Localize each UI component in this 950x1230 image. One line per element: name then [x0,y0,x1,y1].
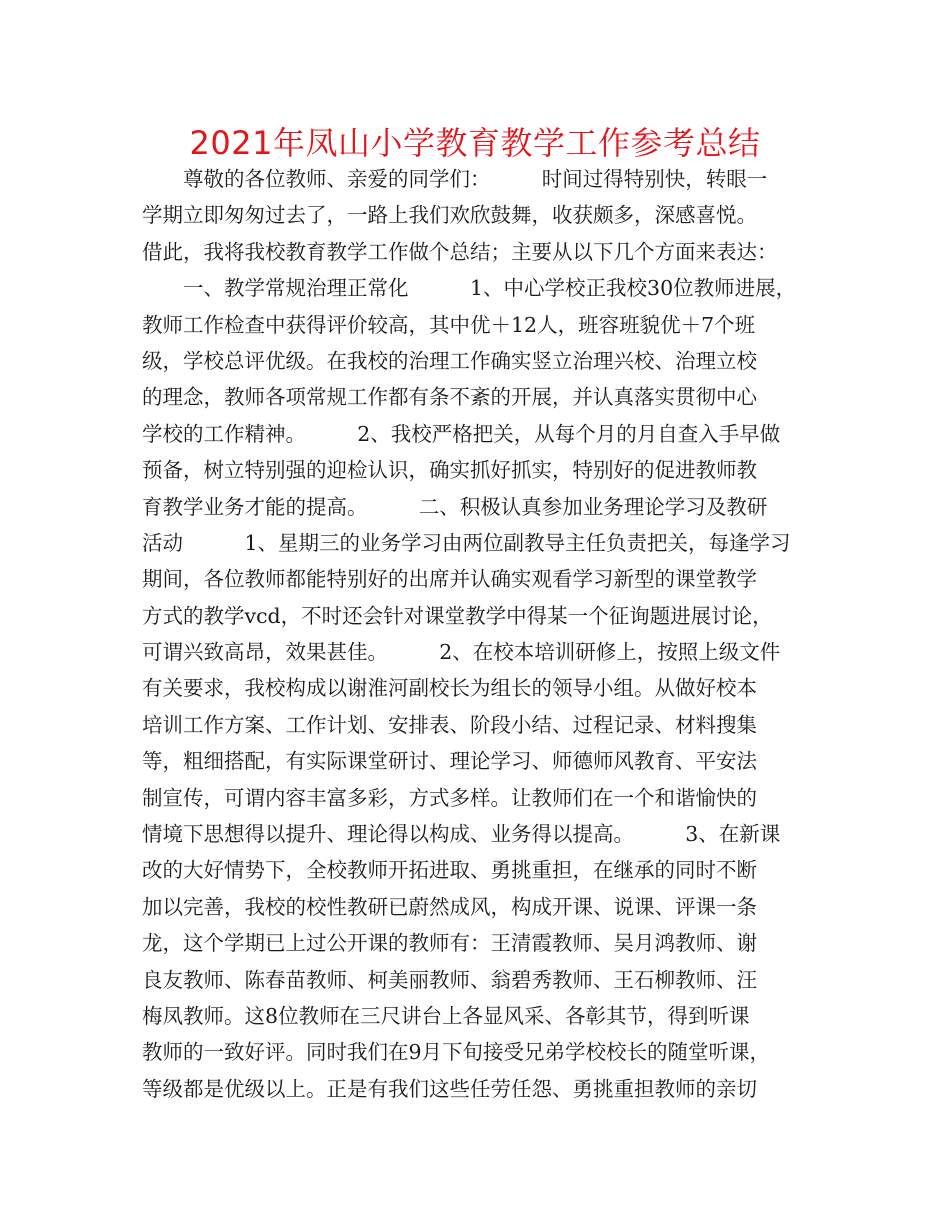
body-text-line: 一、教学常规治理正常化 1、中心学校正我校30位教师进展， [142,276,797,301]
body-text-line: 学校的工作精神。 2、我校严格把关，从每个月的月自查入手早做 [142,421,781,446]
body-text-line: 龙，这个学期已上过公开课的教师有：王清霞教师、吴月鸿教师、谢 [142,931,757,956]
body-text-line: 情境下思想得以提升、理论得以构成、业务得以提高。 3、在新课 [142,822,781,847]
body-text-line: 良友教师、陈春苗教师、柯美丽教师、翁碧秀教师、王石柳教师、汪 [142,967,757,992]
body-text-line: 有关要求，我校构成以谢淮河副校长为组长的领导小组。从做好校本 [142,676,757,701]
body-text-line: 教师工作检查中获得评价较高，其中优＋12人，班容班貌优＋7个班 [142,312,756,337]
body-text-line: 制宣传，可谓内容丰富多彩，方式多样。让教师们在一个和谐愉快的 [142,785,757,810]
body-text-line: 等，粗细搭配，有实际课堂研讨、理论学习、师德师风教育、平安法 [142,749,757,774]
body-text-line: 等级都是优级以上。正是有我们这些任劳任怨、勇挑重担教师的亲切 [142,1076,757,1101]
body-text-line: 活动 1、星期三的业务学习由两位副教导主任负责把关，每逢学习 [142,530,791,555]
body-text-line: 教师的一致好评。同时我们在9月下旬接受兄弟学校校长的随堂听课， [142,1040,771,1065]
body-text-line: 学期立即匆匆过去了，一路上我们欢欣鼓舞，收获颇多，深感喜悦。 [142,203,757,228]
body-text-line: 梅凤教师。这8位教师在三尺讲台上各显风采、各彰其节，得到听课 [142,1003,750,1028]
body-text-line: 级，学校总评优级。在我校的治理工作确实竖立治理兴校、治理立校 [142,348,757,373]
body-text-line: 的理念，教师各项常规工作都有条不紊的开展，并认真落实贯彻中心 [142,385,757,410]
body-text-line: 加以完善，我校的校性教研已蔚然成风，构成开课、说课、评课一条 [142,894,757,919]
body-text-line: 培训工作方案、工作计划、安排表、阶段小结、过程记录、材料搜集 [142,712,757,737]
body-text-line: 尊敬的各位教师、亲爱的同学们： 时间过得特别快，转眼一 [142,167,768,191]
body-text-line: 预备，树立特别强的迎检认识，确实抓好抓实，特别好的促进教师教 [142,458,757,483]
body-text-line: 改的大好情势下，全校教师开拓进取、勇挑重担，在继承的同时不断 [142,858,757,883]
body-text-line: 期间，各位教师都能特别好的出席并认确实观看学习新型的课堂教学 [142,567,757,592]
document-title: 2021年凤山小学教育教学工作参考总结 [189,124,761,162]
body-text-line: 育教学业务才能的提高。 二、积极认真参加业务理论学习及教研 [142,494,768,519]
document-body [142,161,822,1107]
body-text-line: 借此，我将我校教育教学工作做个总结；主要从以下几个方面来表达： [142,239,778,264]
body-text-line: 可谓兴致高昂，效果甚佳。 2、在校本培训研修上，按照上级文件 [142,640,781,665]
body-text-line: 方式的教学vcd，不时还会针对课堂教学中得某一个征询题进展讨论， [142,603,773,628]
